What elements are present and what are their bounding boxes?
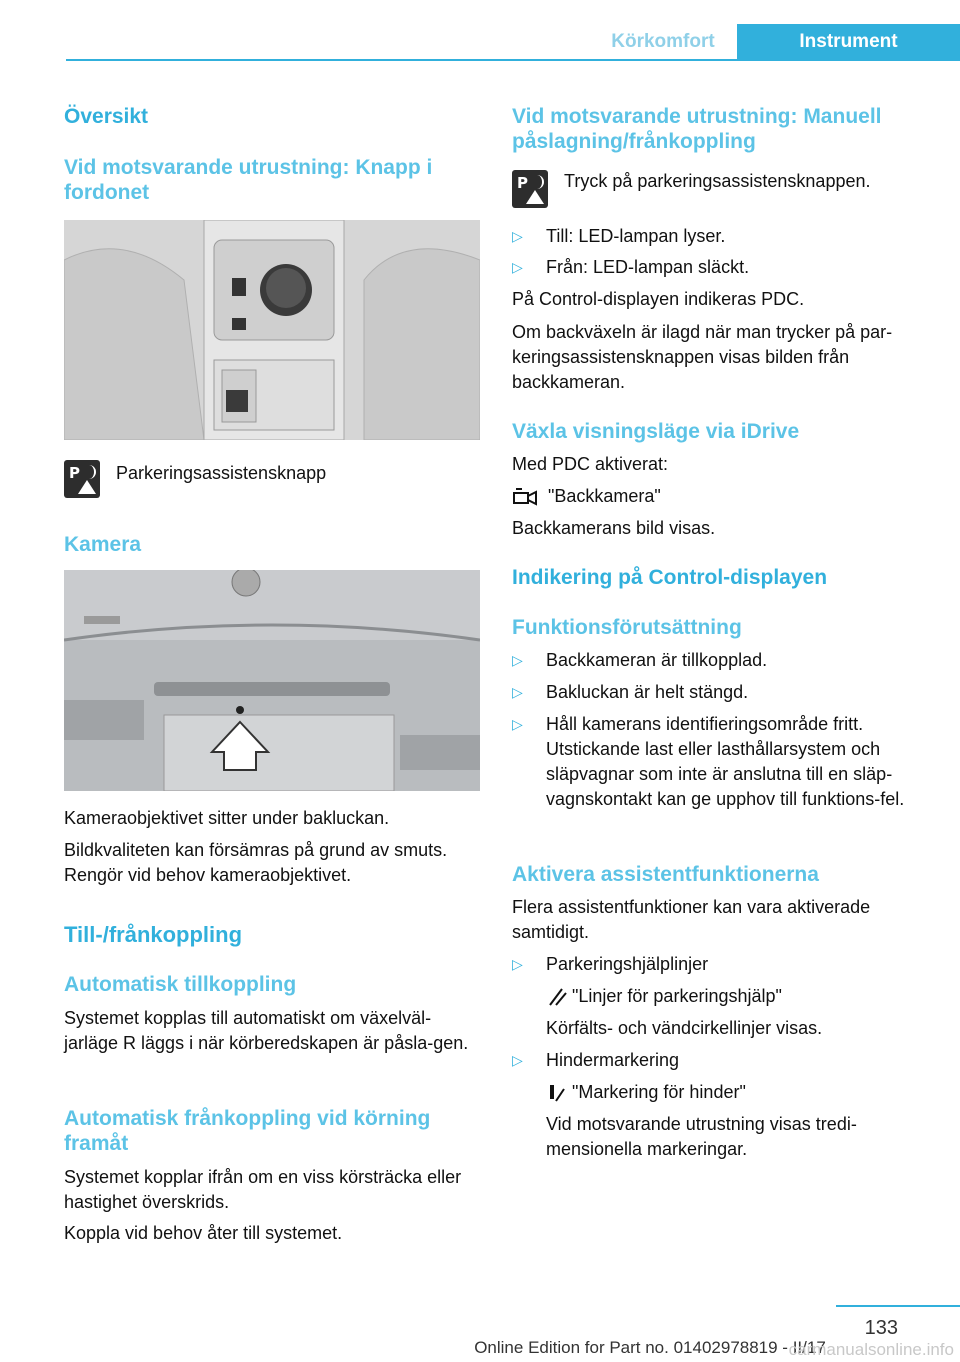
tryck-text: Tryck på parkeringsassistensknappen.: [564, 171, 871, 191]
a2-desc: Vid motsvarande utrustning visas tredi-mensionella markeringar.: [546, 1114, 857, 1159]
backvaxel-text: Om backväxeln är ilagd när man trycker på par-keringsassistensknappen visas bilden från backkameran.: [512, 322, 893, 392]
list-item: [512, 648, 932, 674]
a1-menu: "Linjer för parkeringshjälp": [572, 986, 782, 1006]
tailgate-photo: [64, 570, 480, 791]
edition-text: Online Edition for Part no. 01402978819 - II/17: [474, 1338, 826, 1357]
page-number: 133: [864, 1317, 898, 1339]
heading-auto-fran: Automatisk frånkoppling vid körning framåt: [64, 1107, 431, 1155]
list-item: [512, 224, 932, 250]
auto-till-text: Systemet kopplas till automatiskt om växelväl-jarläge R läggs i när körberedskapen är påsla-gen.: [64, 1008, 469, 1053]
list-item: [512, 712, 932, 842]
heading-knapp: Vid motsvarande utrustning: Knapp i fordonet: [64, 156, 433, 204]
bullet-triangle-icon: ▷: [512, 228, 523, 244]
heading-indikering: Indikering på Control-displayen: [512, 566, 828, 589]
auto-fran-text-2: Koppla vid behov åter till systemet.: [64, 1223, 343, 1243]
heading-manuell: Vid motsvarande utrustning: Manuell påslagning/frånkoppling: [512, 105, 882, 153]
bullet-triangle-icon: ▷: [512, 716, 523, 732]
heading-vaxla: Växla visningsläge via iDrive: [512, 420, 800, 443]
heading-oversikt: Översikt: [64, 105, 149, 128]
auto-fran-text-1: Systemet kopplar ifrån om en viss körsträcka eller hastighet överskrids.: [64, 1167, 462, 1212]
watermark: carmanualsonline.info: [788, 1340, 954, 1359]
control-display-text: På Control-displayen indikeras PDC.: [512, 289, 805, 309]
list-item: [512, 1048, 932, 1074]
bullet-triangle-icon: ▷: [512, 259, 523, 275]
list-item: [512, 680, 932, 706]
list-item-text: Hindermarkering: [546, 1050, 680, 1070]
kamera-p1: Kameraobjektivet sitter under bakluckan.: [64, 808, 390, 828]
parking-lines-icon: [546, 985, 568, 1007]
list-item-text: Håll kamerans identifieringsområde fritt. Utstickande last eller lasthållarsystem och släpvagnar som inte är anslutna till en släp-vagnskontakt kan ge upphov till funktions-fel.: [546, 714, 905, 809]
heading-till-fran: Till-/frånkoppling: [64, 922, 243, 947]
footer-rule: [836, 1305, 960, 1307]
caption-knapp: Parkeringsassistensknapp: [116, 463, 327, 483]
header-section-tab: Körkomfort: [611, 31, 715, 52]
list-item-text: Bakluckan är helt stängd.: [546, 682, 749, 702]
kamera-p2: Bildkvaliteten kan försämras på grund av smuts. Rengör vid behov kameraobjektivet.: [64, 840, 448, 885]
a2-menu: "Markering för hinder": [572, 1082, 746, 1102]
heading-aktivera: Aktivera assistentfunktionerna: [512, 863, 819, 886]
bullet-triangle-icon: ▷: [512, 956, 523, 972]
list-item-text: Parkeringshjälplinjer: [546, 954, 709, 974]
header-rule: [66, 59, 960, 61]
list-item: [512, 952, 932, 978]
pdc-button-icon: P: [64, 460, 100, 498]
flera-text: Flera assistentfunktioner kan vara aktiverade samtidigt.: [512, 897, 871, 942]
backkamera-bild-text: Backkamerans bild visas.: [512, 518, 716, 538]
med-pdc-text: Med PDC aktiverat:: [512, 454, 669, 474]
bullet-triangle-icon: ▷: [512, 652, 523, 668]
heading-kamera: Kamera: [64, 533, 142, 556]
list-item-text: Från: LED-lampan släckt.: [546, 257, 750, 277]
pdc-button-icon: P: [512, 170, 548, 208]
obstacle-marking-icon: [546, 1081, 568, 1103]
backup-camera-icon: [512, 485, 542, 507]
header-chapter-tab: Instrument: [737, 24, 960, 59]
heading-auto-till: Automatisk tillkoppling: [64, 973, 297, 996]
heading-funktion: Funktionsförutsättning: [512, 616, 742, 639]
list-item-text: Till: LED-lampan lyser.: [546, 226, 726, 246]
list-item-text: Backkameran är tillkopplad.: [546, 650, 768, 670]
backkamera-menu: "Backkamera": [548, 486, 661, 506]
list-item: [512, 255, 932, 281]
console-photo: [64, 220, 480, 440]
a1-desc: Körfälts- och vändcirkellinjer visas.: [546, 1018, 823, 1038]
bullet-triangle-icon: ▷: [512, 684, 523, 700]
bullet-triangle-icon: ▷: [512, 1052, 523, 1068]
